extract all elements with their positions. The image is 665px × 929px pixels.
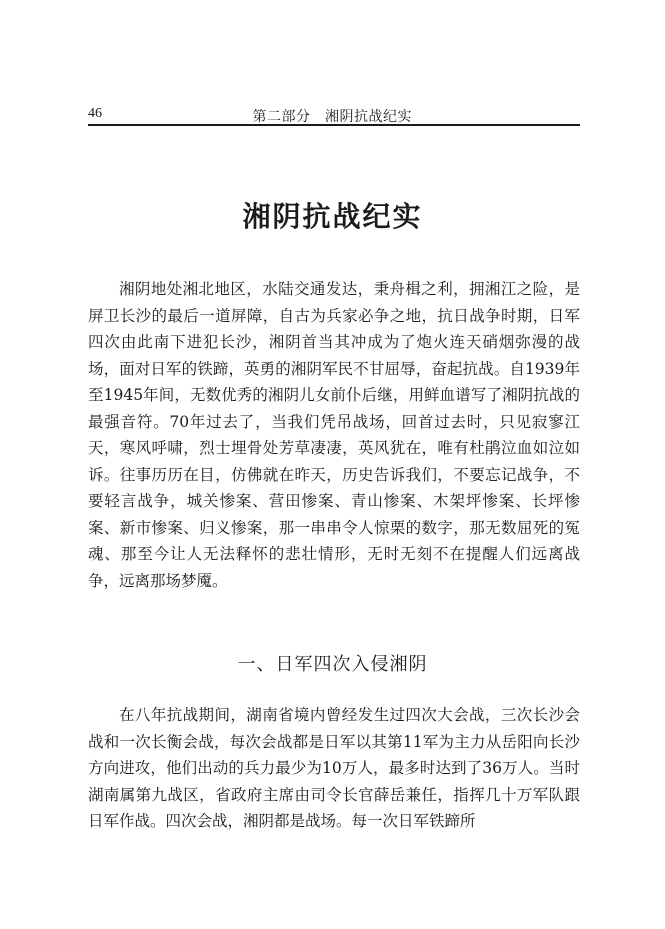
section-heading: 一、日军四次入侵湘阴 (237, 654, 428, 675)
chapter-title: 湘阴抗战纪实 (242, 200, 423, 233)
page-number: 46 (88, 106, 102, 121)
running-title: 第二部分 湘阴抗战纪实 (252, 109, 412, 125)
intro-paragraph: 湘阴地处湘北地区，水陆交通发达，秉舟楫之利，拥湘江之险，是屏卫长沙的最后一道屏障，自古为兵家必争之地，抗日战争时期，日军四次由此南下进犯长沙，湘阴首当其冲成为了炮火连天硝烟弥漫的战场，面对日军的铁蹄，英勇的湘阴军民不甘屈辱，奋起抗战。自1939年至1945年间，无数优秀的湘阴儿女前仆后继，用鲜血谱写了湘阴抗战的最强音符。70年过去了，当我们凭吊战场，回首过去时，只见寂寥江天，寒风呼啸，烈士埋骨处芳草凄凄，英风犹在，唯有杜鹃泣血如泣如诉。往事历历在目，仿佛就在昨天，历史告诉我们，不要忘记战争，不要轻言战争，城关惨案、营田惨案、青山惨案、木架坪惨案、长坪惨案、新市惨案、归义惨案，那一串串令人惊栗的数字，那无数屈死的冤魂、那至今让人无法释怀的悲壮情形，无时无刻不在提醒人们远离战争，远离那场梦魇。 (88, 280, 580, 590)
section-paragraph: 在八年抗战期间，湖南省境内曾经发生过四次大会战，三次长沙会战和一次长衡会战，每次会战都是日军以其第11军为主力从岳阳向长沙方向进攻，他们出动的兵力最少为10万人，最多时达到了36万人。当时湖南属第九战区，省政府主席由司令长官薛岳兼任，指挥几十万军队跟日军作战。四次会战，湘阴都是战场。每一次日军铁蹄所 (88, 706, 580, 830)
running-header (88, 104, 580, 126)
